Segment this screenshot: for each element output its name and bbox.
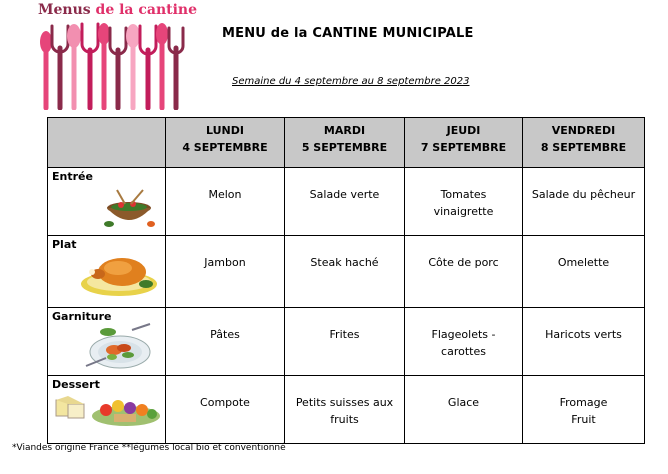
week-subtitle: Semaine du 4 septembre au 8 septembre 2023 xyxy=(232,76,470,87)
dish-cell: Tomates vinaigrette xyxy=(405,168,523,236)
dish-cell: Omelette xyxy=(523,236,645,308)
category-cell xyxy=(48,236,166,308)
salad-bowl-icon xyxy=(103,188,155,230)
day-header: VENDREDI 8 SEPTEMBRE xyxy=(523,118,645,168)
day-header: MARDI 5 SEPTEMBRE xyxy=(285,118,405,168)
day-header: JEUDI 7 SEPTEMBRE xyxy=(405,118,523,168)
dish-cell: Haricots verts xyxy=(523,308,645,376)
logo-text: Menus de la cantine xyxy=(38,2,198,18)
roast-chicken-icon xyxy=(78,248,160,300)
dish-cell: Salade verte xyxy=(285,168,405,236)
dish-cell: Côte de porc xyxy=(405,236,523,308)
dish-cell: Frites xyxy=(285,308,405,376)
menu-table xyxy=(47,117,645,444)
table-row xyxy=(48,308,645,376)
dish-cell: Jambon xyxy=(166,236,285,308)
day-header: LUNDI 4 SEPTEMBRE xyxy=(166,118,285,168)
header-row xyxy=(48,118,645,168)
category-label: Plat xyxy=(52,238,77,251)
category-cell xyxy=(48,308,166,376)
vegetable-plate-icon xyxy=(84,322,154,374)
footer-note: *Viandes origine France **légumes local bio et conventionné xyxy=(12,443,286,453)
dish-cell: Melon xyxy=(166,168,285,236)
dish-cell: Salade du pêcheur xyxy=(523,168,645,236)
logo xyxy=(8,0,208,112)
category-label: Entrée xyxy=(52,170,93,183)
table-row xyxy=(48,376,645,444)
dish-cell: Steak haché xyxy=(285,236,405,308)
category-label: Garniture xyxy=(52,310,112,323)
table-row xyxy=(48,168,645,236)
page-title: MENU de la CANTINE MUNICIPALE xyxy=(222,26,474,41)
category-cell xyxy=(48,376,166,444)
dish-cell: Glace xyxy=(405,376,523,444)
dish-cell: Fromage Fruit xyxy=(523,376,645,444)
dish-cell: Compote xyxy=(166,376,285,444)
cutlery-logo-icon xyxy=(38,20,188,110)
category-cell xyxy=(48,168,166,236)
dish-cell: Flageolets - carottes xyxy=(405,308,523,376)
dish-cell: Pâtes xyxy=(166,308,285,376)
table-row xyxy=(48,236,645,308)
dessert-icon xyxy=(54,392,162,428)
dish-cell: Petits suisses aux fruits xyxy=(285,376,405,444)
category-label: Dessert xyxy=(52,378,100,391)
header-corner xyxy=(48,118,166,168)
